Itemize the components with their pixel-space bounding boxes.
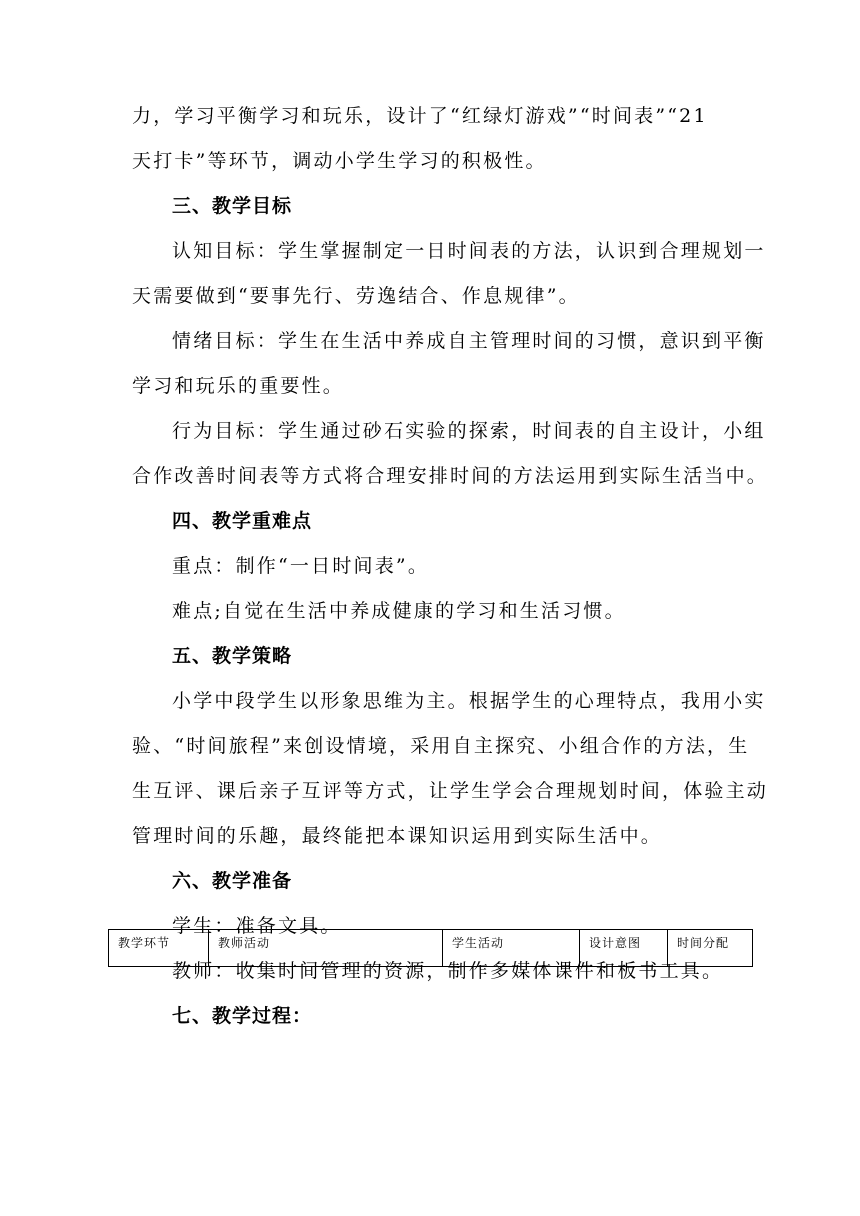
cognitive-goal-line-2: 天需要做到“要事先行、劳逸结合、作息规律”。 [132,285,580,307]
strategy-line-1: 小学中段学生以形象思维为主。根据学生的心理特点，我用小实 [172,690,766,712]
intro-paragraph-line-1: 力，学习平衡学习和玩乐，设计了“红绿灯游戏”“时间表”“21 [132,105,708,127]
document-body [132,94,769,1039]
strategy-line-2: 验、“时间旅程”来创设情境，采用自主探究、小组合作的方法，生 [132,735,750,757]
behavior-goal-line-1: 行为目标：学生通过砂石实验的探索，时间表的自主设计，小组 [172,420,766,442]
header-teaching-step: 教学环节 [109,930,209,967]
strategy-line-4: 管理时间的乐趣，最终能把本课知识运用到实际生活中。 [132,825,663,847]
table-header-row [109,930,753,967]
key-point-text: 重点：制作“一日时间表”。 [172,555,430,577]
section-heading-strategy: 五、教学策略 [172,645,293,667]
preparation-teacher: 教师：收集时间管理的资源，制作多媒体课件和板书工具。 [172,960,724,982]
cognitive-goal-line-1: 认知目标：学生掌握制定一日时间表的方法，认识到合理规划一 [172,240,766,262]
strategy-line-3: 生互评、课后亲子互评等方式，让学生学会合理规划时间，体验主动 [132,780,769,802]
header-teacher-activity: 教师活动 [209,930,443,967]
section-heading-preparation: 六、教学准备 [172,870,293,892]
section-heading-key-points: 四、教学重难点 [172,510,313,532]
header-time-allocation: 时间分配 [668,930,753,967]
difficult-point-text: 难点;自觉在生活中养成健康的学习和生活习惯。 [172,600,626,622]
section-heading-teaching-goals: 三、教学目标 [172,195,293,217]
header-student-activity: 学生活动 [443,930,580,967]
behavior-goal-line-2: 合作改善时间表等方式将合理安排时间的方法运用到实际生活当中。 [132,465,769,487]
emotional-goal-line-1: 情绪目标：学生在生活中养成自主管理时间的习惯，意识到平衡 [172,330,766,352]
intro-paragraph-line-2: 天打卡”等环节，调动小学生学习的积极性。 [132,150,547,172]
section-heading-process: 七、教学过程： [172,1005,313,1027]
preparation-student: 学生：准备文具。 [172,915,342,937]
teaching-process-table [108,929,753,967]
emotional-goal-line-2: 学习和玩乐的重要性。 [132,375,345,397]
header-design-intent: 设计意图 [580,930,668,967]
